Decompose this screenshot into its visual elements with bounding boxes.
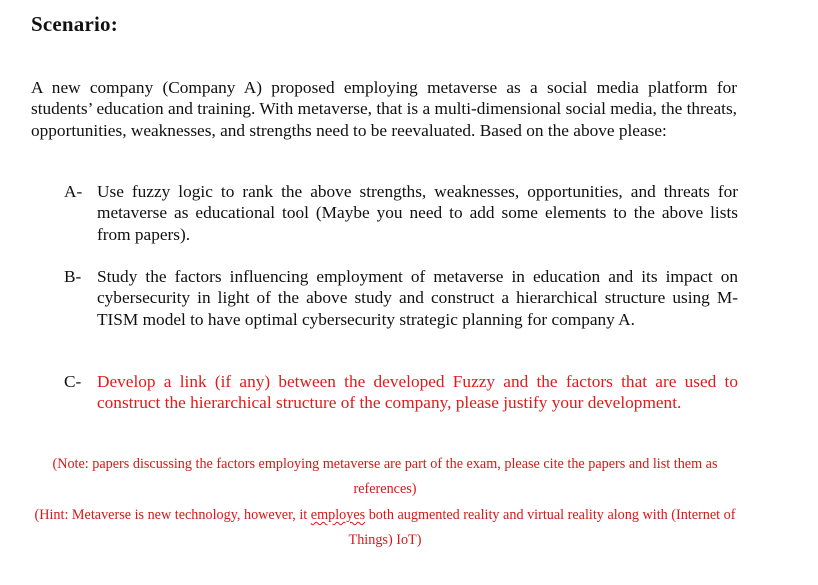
scenario-intro-paragraph: A new company (Company A) proposed employing metaverse as a social media platform for students’ education and training. With metaverse, that is a multi-dimensional social media, the threats, opportunities, weaknesses, and strengths need to be reevaluated. Based on the above please: [31, 78, 737, 140]
task-item-b [64, 266, 738, 330]
task-marker-b: B- [64, 267, 82, 286]
task-text-a: Use fuzzy logic to rank the above strengths, weaknesses, opportunities, and threats for metaverse as educational tool (Maybe you need to add some elements to the above lists from papers). [97, 182, 738, 244]
task-item-a [64, 181, 738, 245]
exam-note: (Note: papers discussing the factors employing metaverse are part of the exam, please cite the papers and list them as references) [52, 456, 718, 497]
exam-hint [24, 503, 746, 553]
task-marker-c: C- [64, 372, 82, 391]
task-text-b: Study the factors influencing employment of metaverse in education and its impact on cybersecurity in light of the above study and construct a hierarchical structure using M-TISM model to have optimal cybersecurity strategic planning for company A. [97, 267, 738, 329]
scenario-heading: Scenario: [31, 12, 118, 36]
task-item-c [64, 371, 738, 414]
hint-flagged-word: employes [310, 507, 366, 523]
task-text-c: Develop a link (if any) between the developed Fuzzy and the factors that are used to construct the hierarchical structure of the company, please justify your development. [97, 372, 738, 413]
task-marker-a: A- [64, 182, 83, 201]
hint-text-start: (Hint: Metaverse is new technology, however, it [34, 507, 311, 523]
hint-text-end: both augmented reality and virtual reality along with (Internet of Things) IoT) [348, 507, 736, 548]
